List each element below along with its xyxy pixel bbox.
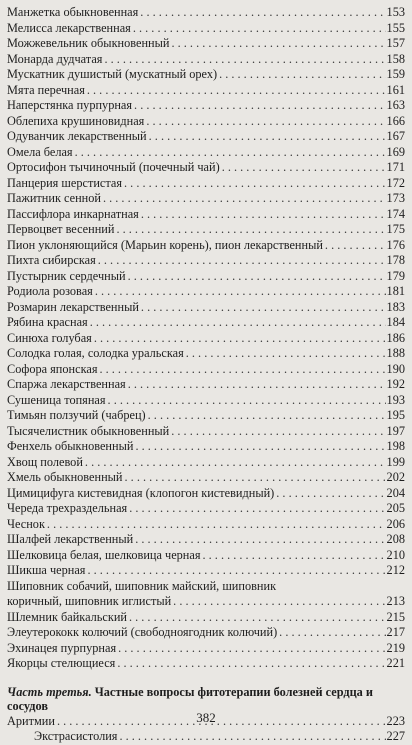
toc-entry-name: коричный, шиповник иглистый [7,594,172,608]
toc-entry-name: Розмарин лекарственный [7,299,139,314]
toc-entry-page: 206 [386,516,405,531]
toc-entry [7,532,405,548]
toc-entry [7,269,405,285]
leader-dots [133,21,386,37]
leader-dots [173,594,385,610]
toc-entry-name: Шалфей лекарственный [7,532,134,546]
toc-entry-name: Цимицифуга кистевидная (клопогон кистевидный) [7,485,275,500]
toc-entry-page: 205 [386,501,405,515]
section-part-label: Часть третья. [7,684,92,699]
toc-entry-name: Рябина красная [7,315,88,329]
toc-entry [7,83,405,99]
toc-entry-name: Синюха голубая [7,330,92,345]
leader-dots [125,470,386,486]
toc-entry-name: Чеснок [7,516,45,531]
leader-dots [148,408,386,424]
toc-entry-name: Мята перечная [7,82,85,97]
toc-entry-name: Эхинацея пурпурная [7,640,117,655]
leader-dots [171,424,385,440]
toc-entry-page: 215 [386,609,405,624]
leader-dots [129,610,386,626]
leader-dots [128,269,386,285]
toc-entry [7,470,405,486]
toc-entry-name: Шлемник байкальский [7,609,127,624]
toc-entry-page: 171 [386,160,405,174]
leader-dots [98,253,386,269]
toc-entry-name: Фенхель обыкновенный [7,439,134,453]
toc-entry [7,67,405,83]
toc-entry [7,5,405,21]
toc-entry-name: Облепиха крушиновидная [7,113,145,128]
toc-entry-page: 167 [386,129,405,143]
leader-dots [279,625,385,641]
leader-dots [117,656,385,672]
toc-entry-page: 172 [386,175,405,190]
toc-entry-name: Манжетка обыкновенная [7,5,139,19]
toc-entry-page: 173 [386,191,405,205]
toc-entry [7,393,405,409]
toc-entry [7,656,405,672]
leader-dots [219,67,385,83]
leader-dots [135,532,385,548]
toc-entry [7,486,405,502]
leader-dots [141,207,386,223]
leader-dots [129,501,385,517]
leader-dots [87,83,386,99]
toc-entry-page: 198 [386,439,405,453]
toc-entry-page: 210 [386,547,405,562]
toc-entry [7,114,405,130]
toc-entry-page: 153 [386,5,405,19]
toc-entry-name: Софора японская [7,361,98,376]
toc-entry [7,641,405,657]
toc-entry [7,625,405,641]
toc-entry-page: 183 [386,299,405,314]
toc-entry [7,501,405,517]
toc-entry-name: Пустырник сердечный [7,268,126,283]
toc-entry-page: 166 [386,113,405,128]
toc-entry-page: 181 [386,284,405,298]
toc-entry [7,455,405,471]
leader-dots [171,36,385,52]
toc-entry [7,191,405,207]
toc-entry [7,346,405,362]
leader-dots [95,284,386,300]
toc-entry-name: Шелковица белая, шелковица черная [7,547,201,562]
toc-entry-name: Мелисса лекарственная [7,20,131,35]
toc-entry-page: 188 [386,346,405,360]
toc-entry-page: 169 [386,144,405,159]
leader-dots [186,346,386,362]
toc-entry-page: 158 [386,51,405,66]
toc-entry-name: Хмель обыкновенный [7,470,123,484]
toc-entry-page: 186 [386,330,405,345]
toc-entry-page: 184 [386,315,405,329]
leader-dots [124,176,386,192]
toc-entry-page: 163 [386,98,405,112]
toc-entries-after [7,610,405,672]
leader-dots [94,331,386,347]
toc-entry-page: 161 [386,82,405,97]
toc-entry-page: 175 [386,222,405,236]
toc-entry-name: Пассифлора инкарнатная [7,206,139,221]
toc-entry-name: Тысячелистник обыкновенный [7,423,170,438]
toc-entry-name: Родиола розовая [7,284,93,298]
toc-entry-name: Сушеница топяная [7,392,106,407]
toc-entry [7,548,405,564]
toc-entry-page: 199 [386,454,405,469]
leader-dots [116,222,385,238]
toc-entry [7,300,405,316]
toc-entry [7,439,405,455]
leader-dots [47,517,386,533]
toc-entry-page: 219 [386,640,405,655]
leader-dots [103,191,386,207]
toc-entry-page: 178 [386,253,405,267]
leader-dots [135,439,385,455]
toc-entry-page: 223 [386,713,405,728]
toc-entry-page: 221 [386,656,405,670]
toc-entry-name: Одуванчик лекарственный [7,129,147,143]
toc-entry-page: 212 [386,563,405,577]
table-of-contents [7,5,405,745]
toc-entry-name: Шикша черная [7,563,86,577]
leader-dots [108,393,386,409]
toc-entry [7,315,405,331]
toc-entry-name: Первоцвет весенний [7,222,115,236]
toc-entry [7,331,405,347]
toc-entry-name: Череда трехраздельная [7,501,128,515]
toc-entry-name: Солодка голая, солодка уральская [7,346,184,360]
leader-dots [141,300,386,316]
toc-entry [7,284,405,300]
leader-dots [75,145,386,161]
toc-entry-page: 204 [386,485,405,500]
toc-entry [7,610,405,626]
toc-entry-name: Ортосифон тычиночный (почечный чай) [7,160,220,174]
toc-entry-page: 227 [386,729,405,743]
toc-entry [7,517,405,533]
toc-entry-page: 157 [386,36,405,50]
leader-dots [325,238,386,254]
toc-entry [7,424,405,440]
leader-dots [87,563,385,579]
leader-dots [99,362,385,378]
toc-entry-name: Пион уклоняющийся (Марьин корень), пион лекарственный [7,237,323,252]
toc-entry-name: Якорцы стелющиеся [7,656,116,670]
leader-dots [140,5,385,21]
toc-entry-page: 159 [386,67,405,81]
toc-entry [7,238,405,254]
toc-entry [7,21,405,37]
section-title: Частные вопросы фитотерапии болезней сердца и сосудов [7,684,373,713]
leader-dots [119,729,385,745]
toc-entry [7,52,405,68]
toc-entry [7,253,405,269]
toc-entry-name: Аритмии [7,713,55,728]
toc-entry-name: Можжевельник обыкновенный [7,36,170,50]
toc-entry-page: 190 [386,361,405,376]
leader-dots [128,377,386,393]
toc-entry-name: Экстрасистолия [34,729,118,743]
toc-entry-page: 217 [386,625,405,639]
toc-entry-rosehip-line1 [7,579,405,595]
toc-entry-name: Шиповник собачий, шиповник майский, шиповник [7,578,277,593]
toc-entry-page: 155 [386,20,405,35]
toc-entry [7,129,405,145]
toc-entry-page: 176 [386,237,405,252]
toc-entry [7,362,405,378]
toc-entry-name: Хвощ полевой [7,454,83,469]
leader-dots [222,160,386,176]
toc-entry [7,377,405,393]
toc-entries [7,5,405,579]
page-number: 382 [196,710,216,725]
leader-dots [134,98,386,114]
toc-entry-name: Наперстянка пурпурная [7,98,133,112]
toc-entry [7,729,405,745]
toc-entry [7,36,405,52]
toc-entry [7,176,405,192]
toc-entry-name: Пажитник сенной [7,191,101,205]
toc-entry-name: Панцерия шерстистая [7,175,123,190]
leader-dots [146,114,385,130]
toc-entry [7,160,405,176]
toc-entry-page: 193 [386,392,405,407]
toc-entry [7,222,405,238]
toc-entry-name: Омела белая [7,144,73,159]
toc-entry-page: 195 [386,408,405,422]
toc-entry-page: 208 [386,532,405,546]
leader-dots [118,641,385,657]
toc-entry [7,563,405,579]
leader-dots [90,315,386,331]
toc-entry [7,145,405,161]
toc-entry-name: Тимьян ползучий (чабрец) [7,408,146,422]
toc-entry [7,98,405,114]
toc-entry-page: 202 [386,470,405,484]
leader-dots [276,486,385,502]
toc-entry-name: Элеутерококк колючий (свободноягодник колючий) [7,625,278,639]
toc-entry-name: Мускатник душистый (мускатный орех) [7,67,218,81]
leader-dots [85,455,386,471]
toc-entry-page: 213 [386,594,405,608]
toc-entry-page: 192 [386,377,405,391]
toc-entry-name: Спаржа лекарственная [7,377,126,391]
toc-entry-page: 174 [386,206,405,221]
toc-entry-name: Пихта сибирская [7,253,96,267]
toc-entry-page: 179 [386,268,405,283]
toc-entry-page: 197 [386,423,405,438]
toc-entry [7,408,405,424]
toc-entry-name: Монарда дудчатая [7,51,103,66]
leader-dots [203,548,386,564]
toc-entry [7,207,405,223]
leader-dots [104,52,385,68]
leader-dots [149,129,386,145]
toc-entry-rosehip-line2 [7,594,405,610]
